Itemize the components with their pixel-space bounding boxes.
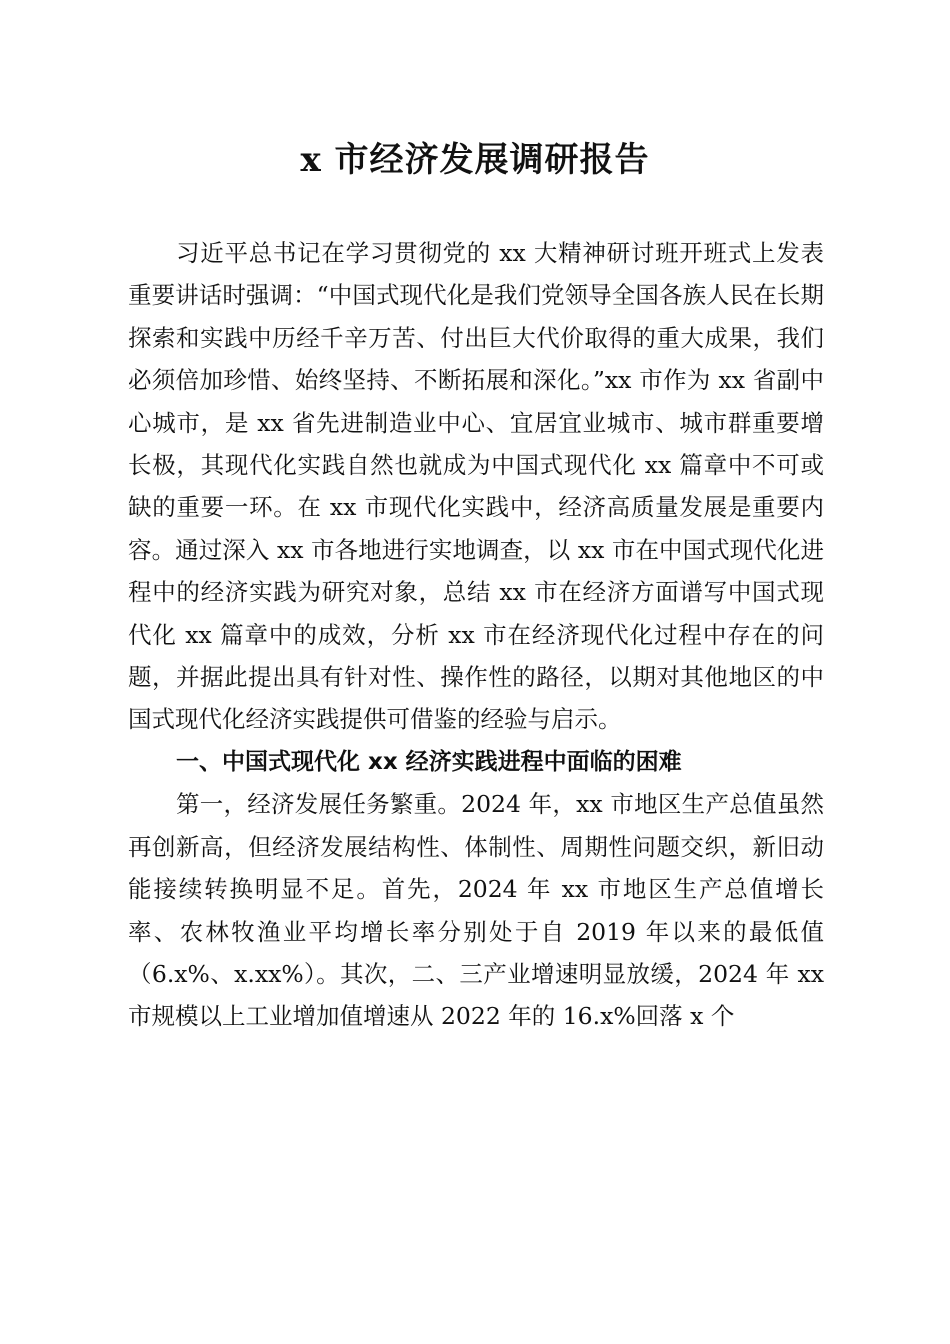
intro-paragraph: 习近平总书记在学习贯彻党的 xx 大精神研讨班开班式上发表重要讲话时强调：“中国式现代化是我们党领导全国各族人民在长期探索和实践中历经千辛万苦、付出巨大代价取得的重大成果，我们必须倍加珍惜、始终坚持、不断拓展和深化。”xx 市作为 xx 省副中心城市，是 xx 省先进制造业中心、宜居宜业城市、城市群重要增长极，其现代化实践自然也就成为中国式现代化 xx 篇章中不可或缺的重要一环。在 xx 市现代化实践中，经济高质量发展是重要内容。通过深入 xx 市各地进行实地调查，以 xx 市在中国式现代化进程中的经济实践为研究对象，总结 xx 市在经济方面谱写中国式现代化 xx 篇章中的成效，分析 xx 市在经济现代化过程中存在的问题，并据此提出具有针对性、操作性的路径，以期对其他地区的中国式现代化经济实践提供可借鉴的经验与启示。	[128, 239, 824, 734]
document-title: x 市经济发展调研报告	[300, 140, 650, 180]
document-body	[128, 232, 824, 1038]
section-heading: 一、中国式现代化 xx 经济实践进程中面临的困难	[176, 748, 682, 775]
section-paragraph: 第一，经济发展任务繁重。2024 年，xx 市地区生产总值虽然再创新高，但经济发展结构性、体制性、周期性问题交织，新旧动能接续转换明显不足。首先，2024 年 xx 市地区生产总值增长率、农林牧渔业平均增长率分别处于自 2019 年以来的最低值（6.x%、x.xx%）。其次，二、三产业增速明显放缓，2024 年 xx 市规模以上工业增加值增速从 2022 年的 16.x%回落 x 个	[128, 790, 824, 1031]
